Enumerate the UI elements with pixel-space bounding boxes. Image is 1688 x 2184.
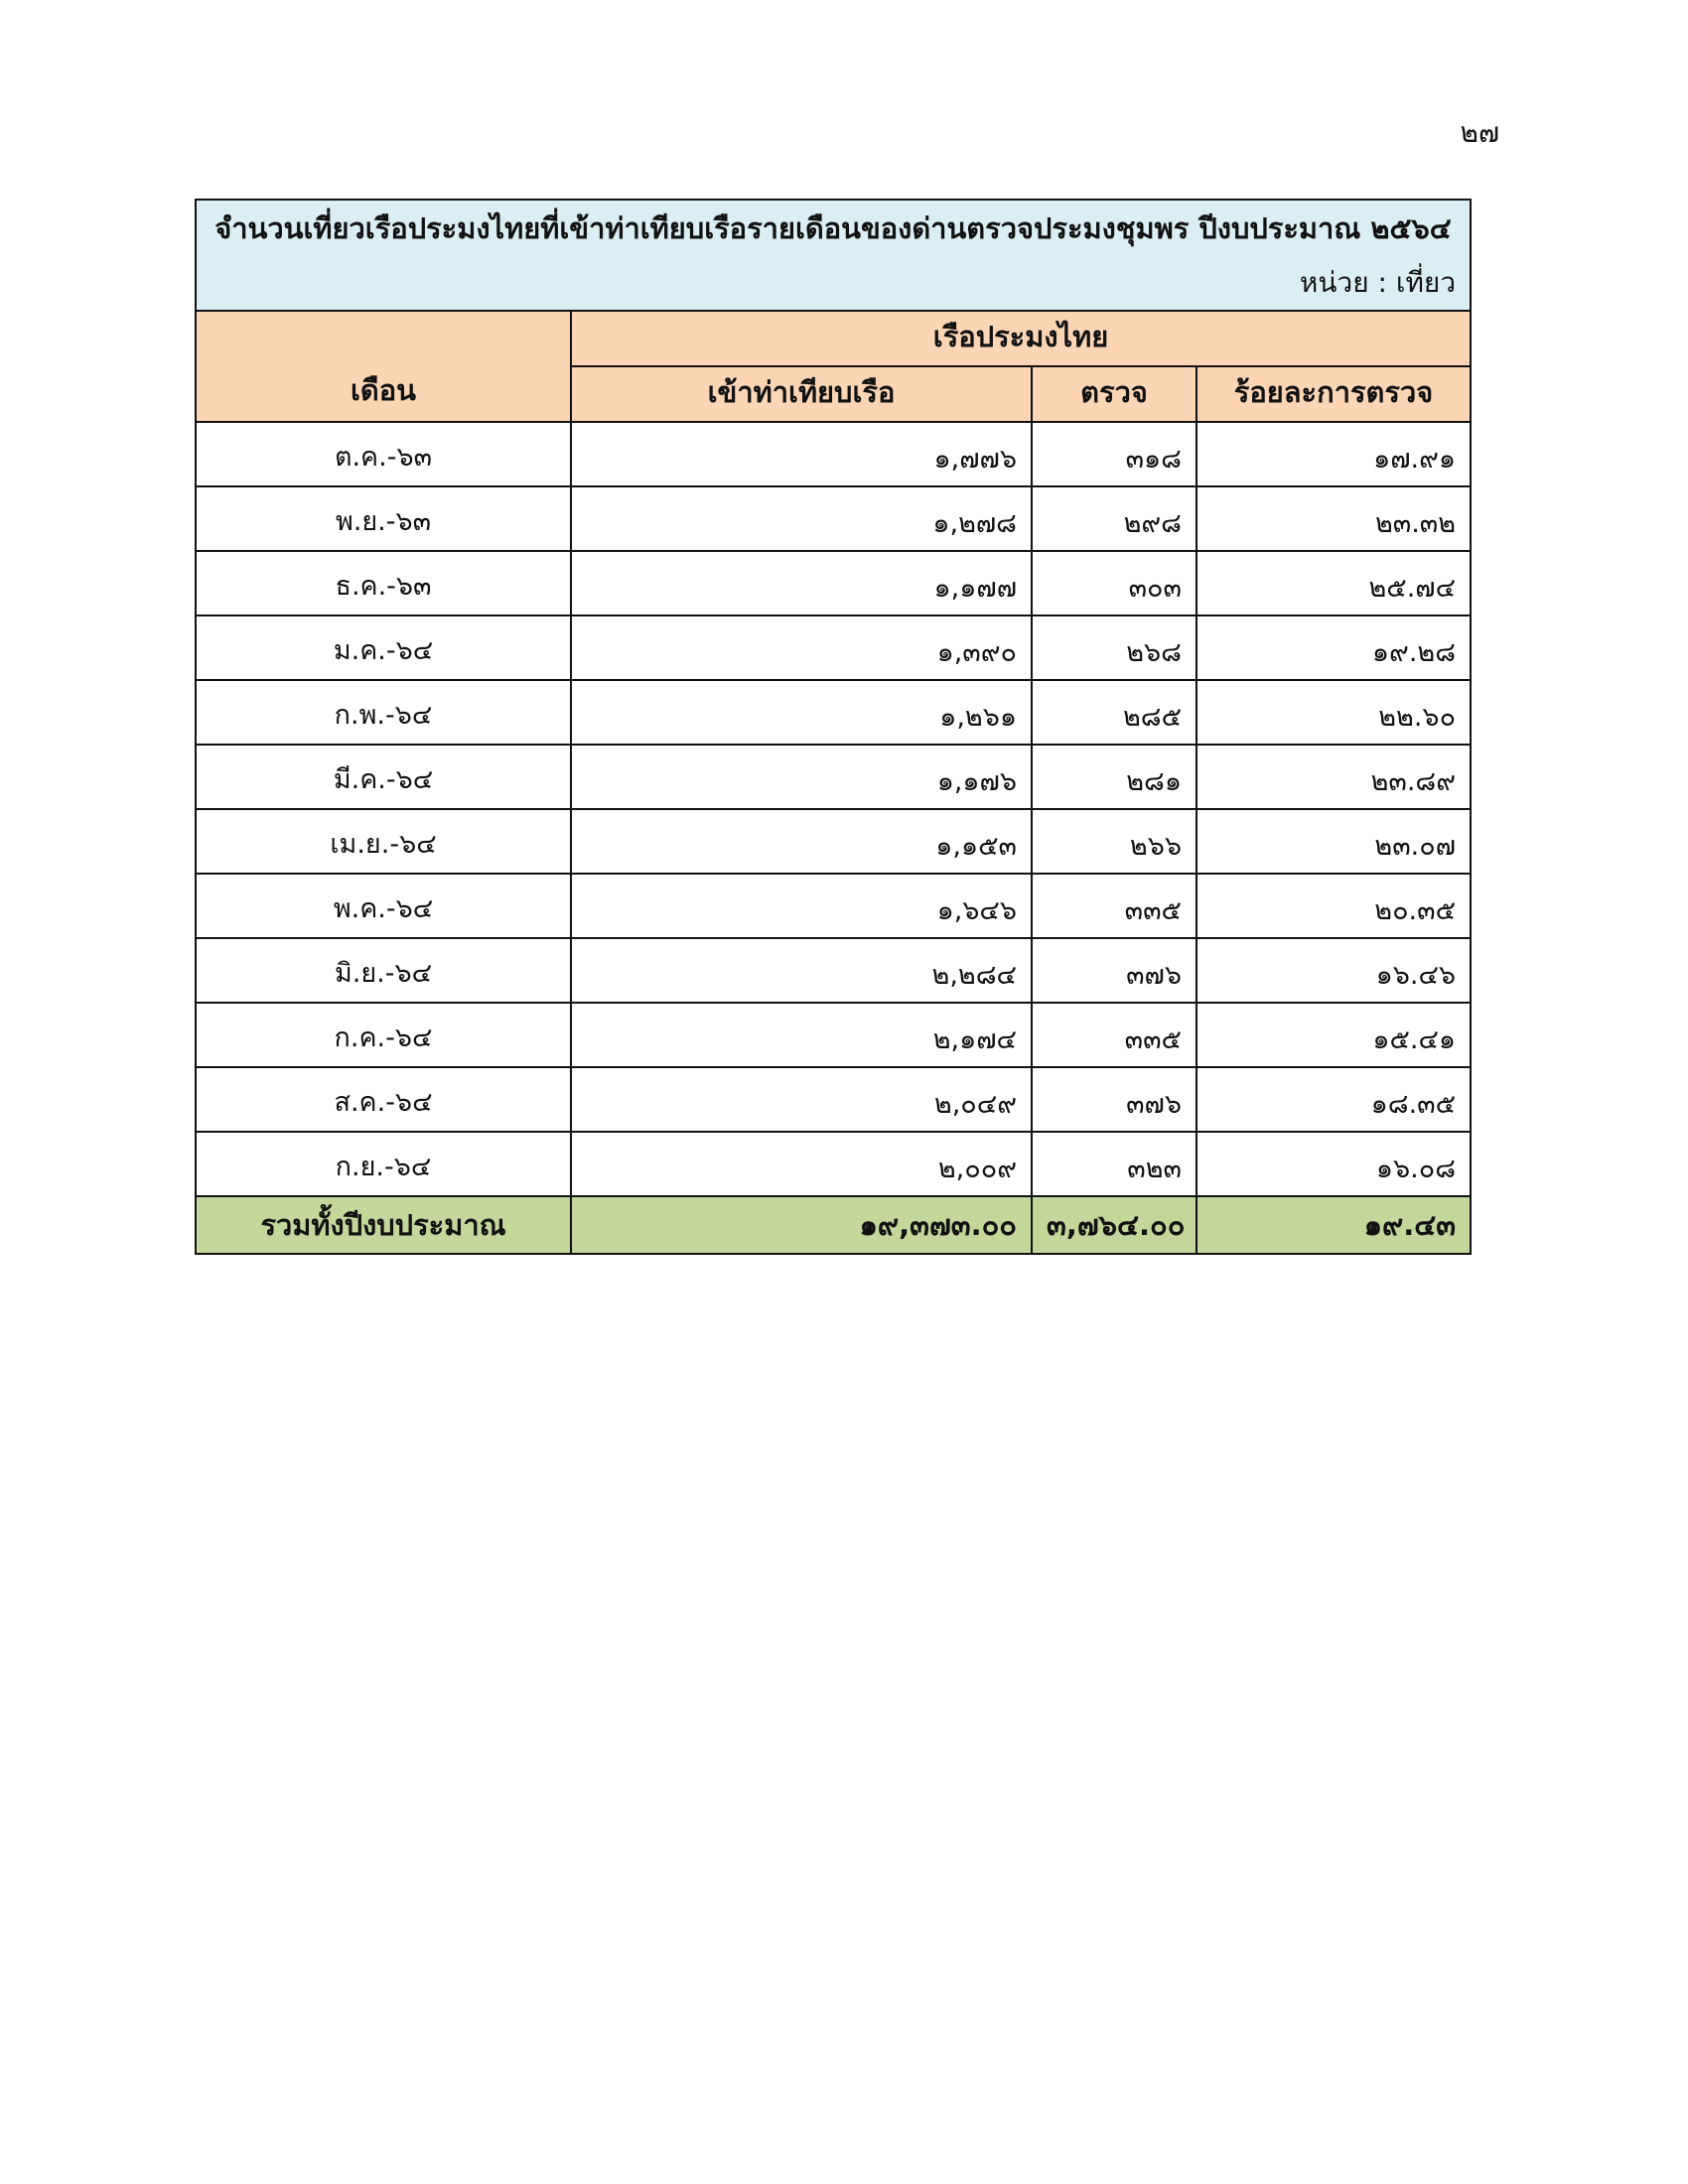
inspected-cell: ๓๗๖	[1032, 1067, 1196, 1132]
arrivals-cell: ๑,๗๗๖	[571, 422, 1032, 486]
group-column-header: เรือประมงไทย	[571, 311, 1471, 366]
page-number: ๒๗	[1460, 116, 1499, 149]
table-row	[196, 874, 1471, 938]
table-title: จำนวนเที่ยวเรือประมงไทยที่เข้าท่าเทียบเรือรายเดือนของด่านตรวจประมงชุมพร ปีงบประมาณ ๒๕๖๔	[196, 200, 1471, 255]
arrivals-cell: ๒,๒๘๔	[571, 938, 1032, 1003]
inspected-cell: ๓๐๓	[1032, 551, 1196, 615]
unit-row	[196, 255, 1471, 311]
arrivals-cell: ๑,๑๗๗	[571, 551, 1032, 615]
percent-cell: ๑๖.๔๖	[1196, 938, 1471, 1003]
total-arrivals: ๑๙,๓๗๓.๐๐	[571, 1196, 1032, 1254]
arrivals-cell: ๒,๑๗๔	[571, 1003, 1032, 1067]
percent-cell: ๒๓.๘๙	[1196, 745, 1471, 809]
inspected-cell: ๓๒๓	[1032, 1132, 1196, 1196]
title-row	[196, 200, 1471, 255]
inspected-cell: ๒๖๖	[1032, 809, 1196, 874]
inspected-cell: ๓๓๕	[1032, 1003, 1196, 1067]
inspected-cell: ๒๘๕	[1032, 680, 1196, 745]
header-row-top	[196, 311, 1471, 366]
table-row	[196, 551, 1471, 615]
fishing-vessel-table	[195, 199, 1472, 1255]
month-column-header: เดือน	[196, 311, 571, 422]
inspected-cell: ๒๙๘	[1032, 486, 1196, 551]
arrivals-cell: ๑,๑๗๖	[571, 745, 1032, 809]
month-cell: มิ.ย.-๖๔	[196, 938, 571, 1003]
table-row	[196, 422, 1471, 486]
unit-label: หน่วย : เที่ยว	[196, 255, 1471, 311]
total-label: รวมทั้งปีงบประมาณ	[196, 1196, 571, 1254]
percent-cell: ๒๐.๓๕	[1196, 874, 1471, 938]
table-row	[196, 809, 1471, 874]
inspected-cell: ๓๓๕	[1032, 874, 1196, 938]
total-percent: ๑๙.๔๓	[1196, 1196, 1471, 1254]
month-cell: พ.ค.-๖๔	[196, 874, 571, 938]
percent-cell: ๑๙.๒๘	[1196, 615, 1471, 680]
percent-cell: ๒๓.๓๒	[1196, 486, 1471, 551]
table-row	[196, 938, 1471, 1003]
percent-cell: ๑๕.๔๑	[1196, 1003, 1471, 1067]
month-cell: เม.ย.-๖๔	[196, 809, 571, 874]
total-inspected: ๓,๗๖๔.๐๐	[1032, 1196, 1196, 1254]
percent-cell: ๑๗.๙๑	[1196, 422, 1471, 486]
month-cell: ต.ค.-๖๓	[196, 422, 571, 486]
arrivals-cell: ๑,๒๖๑	[571, 680, 1032, 745]
month-cell: มี.ค.-๖๔	[196, 745, 571, 809]
percent-column-header: ร้อยละการตรวจ	[1196, 366, 1471, 422]
month-cell: ก.พ.-๖๔	[196, 680, 571, 745]
month-cell: ก.ค.-๖๔	[196, 1003, 571, 1067]
percent-cell: ๒๒.๖๐	[1196, 680, 1471, 745]
month-cell: พ.ย.-๖๓	[196, 486, 571, 551]
arrivals-column-header: เข้าท่าเทียบเรือ	[571, 366, 1032, 422]
inspected-column-header: ตรวจ	[1032, 366, 1196, 422]
month-cell: ม.ค.-๖๔	[196, 615, 571, 680]
inspected-cell: ๒๖๘	[1032, 615, 1196, 680]
inspected-cell: ๓๗๖	[1032, 938, 1196, 1003]
table-row	[196, 680, 1471, 745]
percent-cell: ๒๓.๐๗	[1196, 809, 1471, 874]
inspected-cell: ๒๘๑	[1032, 745, 1196, 809]
arrivals-cell: ๑,๑๕๓	[571, 809, 1032, 874]
table-row	[196, 1132, 1471, 1196]
table-row	[196, 1067, 1471, 1132]
total-row	[196, 1196, 1471, 1254]
percent-cell: ๑๘.๓๕	[1196, 1067, 1471, 1132]
percent-cell: ๒๕.๗๔	[1196, 551, 1471, 615]
table-row	[196, 1003, 1471, 1067]
arrivals-cell: ๑,๖๔๖	[571, 874, 1032, 938]
arrivals-cell: ๒,๐๔๙	[571, 1067, 1032, 1132]
table-row	[196, 615, 1471, 680]
month-cell: ส.ค.-๖๔	[196, 1067, 571, 1132]
month-cell: ธ.ค.-๖๓	[196, 551, 571, 615]
month-cell: ก.ย.-๖๔	[196, 1132, 571, 1196]
arrivals-cell: ๑,๓๙๐	[571, 615, 1032, 680]
table-body	[196, 422, 1471, 1196]
inspected-cell: ๓๑๘	[1032, 422, 1196, 486]
arrivals-cell: ๑,๒๗๘	[571, 486, 1032, 551]
arrivals-cell: ๒,๐๐๙	[571, 1132, 1032, 1196]
percent-cell: ๑๖.๐๘	[1196, 1132, 1471, 1196]
table-row	[196, 745, 1471, 809]
table-row	[196, 486, 1471, 551]
